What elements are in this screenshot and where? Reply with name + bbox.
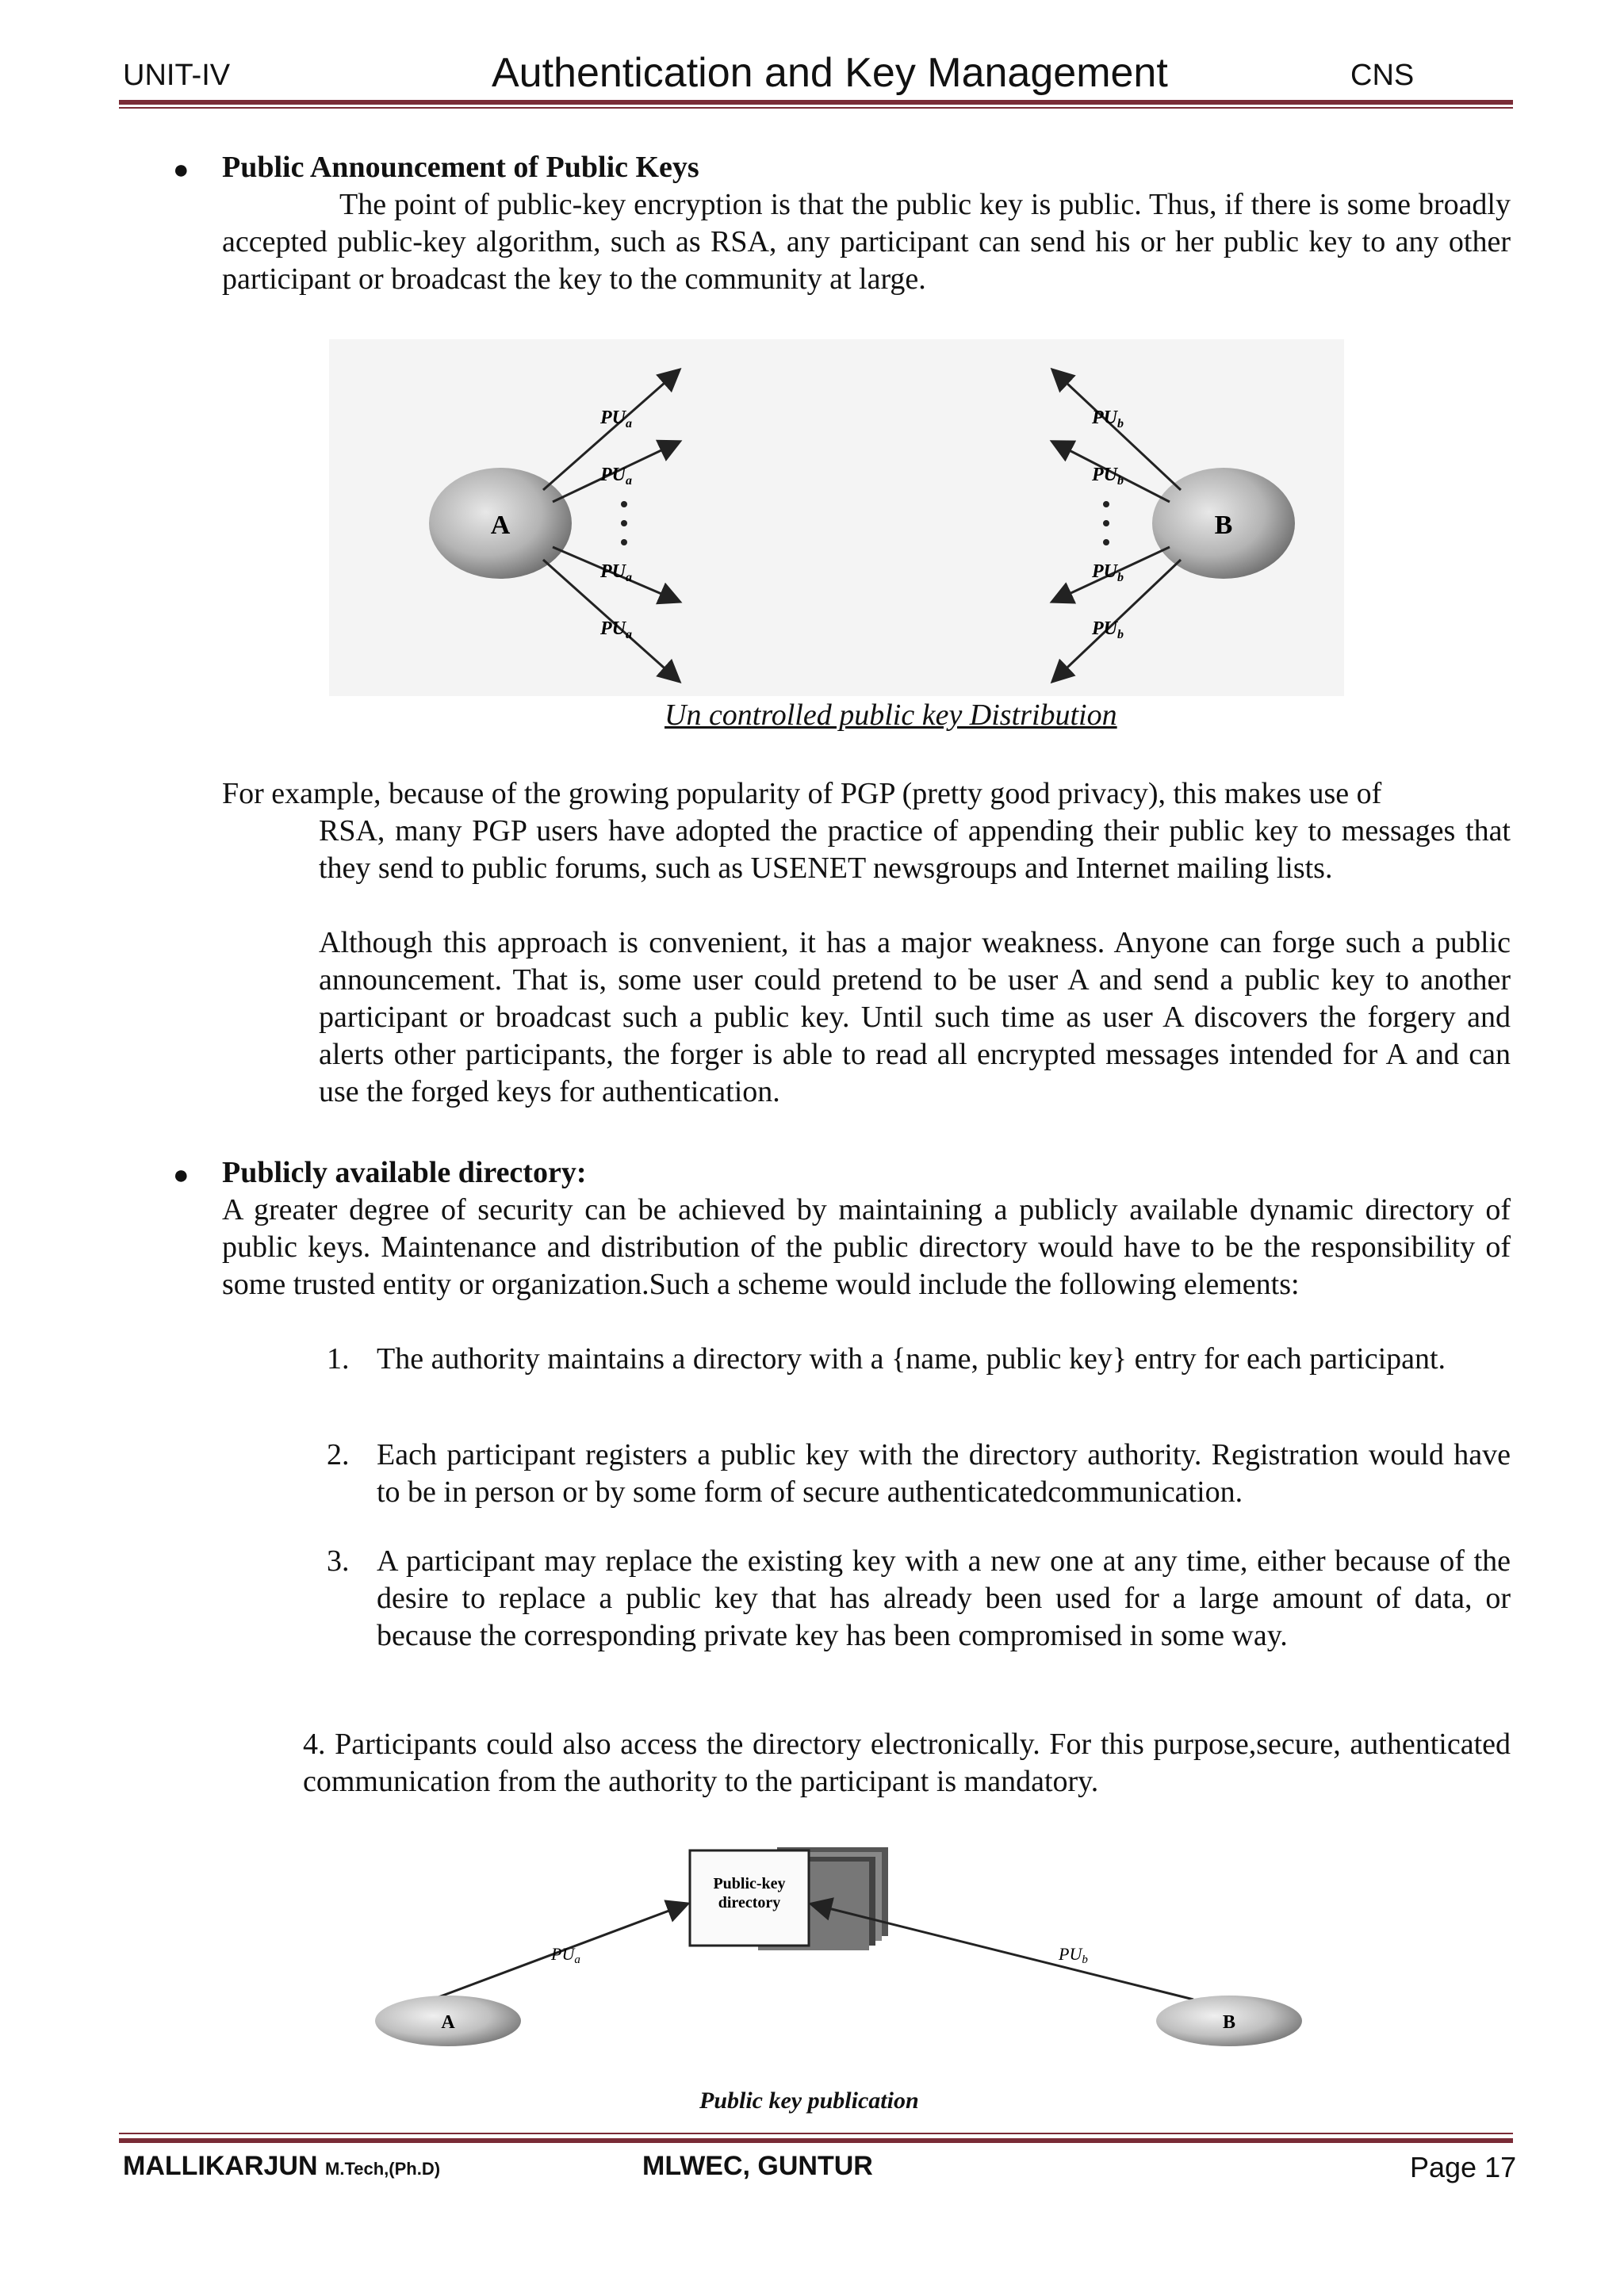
node-b-label: B [1214, 511, 1233, 540]
key-label-b: PUb [1059, 1944, 1088, 1966]
example-first-line: For example, because of the growing popularity of PGP (pretty good privacy), this makes use of [222, 777, 1382, 810]
bullet-icon: ● [173, 155, 190, 185]
figure1-caption: Un controlled public key Distribution [665, 698, 1117, 732]
list-item: A participant may replace the existing key with a new one at any time, either because of the desire to replace a public key that has already been used for a large amount of data, or because the corresponding private key has been compromised in some way. [377, 1544, 1511, 1652]
header-rule [119, 100, 1513, 105]
footer-rule-thin [119, 2133, 1513, 2134]
key-label-a: $PU_a$ [600, 465, 632, 488]
header-subject: CNS [1350, 59, 1415, 92]
footer-author: MALLIKARJUN M.Tech,(Ph.D) [123, 2151, 441, 2181]
section2-heading: Publicly available directory: [222, 1156, 587, 1189]
list-item-number: 1. [327, 1342, 350, 1376]
node-a-label: A [441, 2012, 455, 2033]
directory-label: directory [718, 1894, 781, 1911]
list-item-number: 3. [327, 1544, 350, 1578]
header-rule-thin [119, 107, 1513, 109]
example-paragraph-1: RSA, many PGP users have adopted the practice of appending their public key to messages that they send to public forums, such as USENET newsgroups and Internet mailing lists. [319, 814, 1511, 885]
key-label-a: $PU_a$ [600, 618, 632, 641]
section2-paragraph: A greater degree of security can be achieved by maintaining a publicly available dynamic directory of public keys. Maintenance and distribution of the public directory would have to be the responsibility of some trusted entity or organization.Such a scheme would include the following elements: [222, 1193, 1511, 1301]
footer-rule [119, 2138, 1513, 2143]
header-unit: UNIT-IV [123, 59, 231, 92]
footer-college: MLWEC, GUNTUR [642, 2151, 873, 2181]
list-item-number: 2. [327, 1438, 350, 1471]
page-number: Page 17 [1410, 2151, 1517, 2183]
list-item-4: 4. Participants could also access the directory electronically. For this purpose,secure, authenticated communication from the authority to the participant is mandatory. [303, 1728, 1511, 1798]
key-label-a: PUa [551, 1944, 580, 1966]
list-item: Each participant registers a public key with the directory authority. Registration would have to be in person or by some form of secure authenticatedcommunication. [377, 1438, 1511, 1509]
example-paragraph-2: Although this approach is convenient, it has a major weakness. Anyone can forge such a public announcement. That is, some user could pretend to be user A and send a public key to another participant or broadcast such a public key. Until such time as user A discovers the forgery and alerts other participants, the forger is able to read all encrypted messages intended for A and can use the forged keys for authentication. [319, 926, 1511, 1108]
bullet-icon: ● [173, 1161, 190, 1190]
figure2-caption: Public key publication [699, 2087, 919, 2114]
section1-paragraph: The point of public-key encryption is that the public key is public. Thus, if there is some broadly accepted public-key algorithm, such as RSA, any participant can send his or her public key to any other participant or broadcast the key to the community at large. [222, 188, 1511, 296]
key-label-b: $PU_b$ [1092, 408, 1124, 430]
key-label-b: $PU_b$ [1092, 465, 1124, 488]
key-label-b: $PU_b$ [1092, 618, 1124, 641]
footer-author-degree: M.Tech,(Ph.D) [325, 2159, 441, 2179]
section1-heading: Public Announcement of Public Keys [222, 151, 699, 184]
key-label-b: $PU_b$ [1092, 561, 1124, 584]
list-item: The authority maintains a directory with a {name, public key} entry for each participant. [377, 1342, 1446, 1376]
page-title: Authentication and Key Management [492, 50, 1168, 96]
node-b-label: B [1222, 2012, 1236, 2033]
directory-label: Public-key [713, 1875, 786, 1892]
key-label-a: $PU_a$ [600, 561, 632, 584]
key-label-a: $PU_a$ [600, 408, 632, 430]
public-key-publication-figure [313, 1833, 1336, 2071]
node-a-label: A [490, 511, 511, 540]
uncontrolled-distribution-figure [329, 339, 1344, 696]
